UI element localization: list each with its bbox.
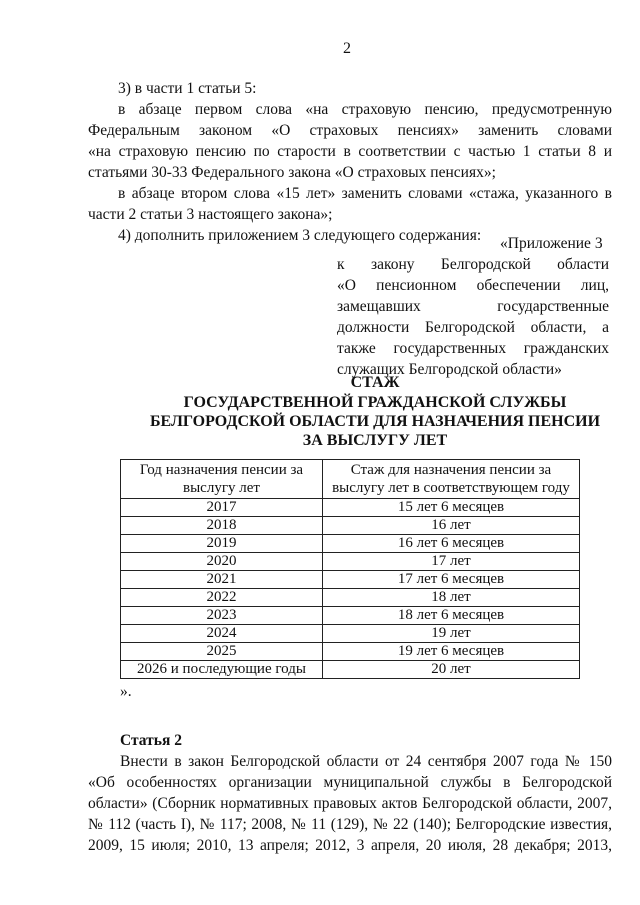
table-row bbox=[121, 571, 580, 589]
table-row bbox=[121, 625, 580, 643]
service-cell: 17 лет 6 месяцев bbox=[322, 571, 579, 589]
table-row bbox=[121, 643, 580, 661]
service-cell: 17 лет bbox=[322, 553, 579, 571]
text-line: 4) дополнить приложением 3 следующего содержания: bbox=[118, 227, 482, 244]
title-line: СТАЖ bbox=[350, 374, 400, 391]
appendix-line: должности Белгородской области, а bbox=[337, 319, 609, 336]
text-line: Внести в закон Белгородской области от 24 сентября 2007 года № 150 bbox=[120, 753, 612, 770]
column-header: Стаж для назначения пенсии за выслугу лет в соответствующем году bbox=[322, 460, 579, 499]
text-line: «на страховую пенсию по старости в соответствии с частью 1 статьи 8 и bbox=[88, 143, 612, 160]
appendix-line: замещавших государственные bbox=[337, 298, 609, 315]
table-row bbox=[121, 553, 580, 571]
service-cell: 16 лет bbox=[322, 517, 579, 535]
service-cell: 19 лет bbox=[322, 625, 579, 643]
title-line: ГОСУДАРСТВЕННОЙ ГРАЖДАНСКОЙ СЛУЖБЫ bbox=[183, 394, 567, 411]
service-cell: 15 лет 6 месяцев bbox=[322, 499, 579, 517]
text-line: «Об особенностях организации муниципальной службы в Белгородской bbox=[88, 774, 612, 791]
appendix-line: служащих Белгородской области» bbox=[337, 361, 562, 378]
text-line: в абзаце первом слова «на страховую пенсию, предусмотренную bbox=[118, 101, 612, 118]
text-line: области» (Сборник нормативных правовых актов Белгородской области, 2007, bbox=[88, 795, 612, 812]
service-cell: 16 лет 6 месяцев bbox=[322, 535, 579, 553]
year-cell: 2022 bbox=[121, 589, 323, 607]
appendix-line: к закону Белгородской области bbox=[337, 256, 609, 273]
text-line: в абзаце втором слова «15 лет» заменить словами «стажа, указанного в bbox=[118, 185, 612, 202]
text-line: Федеральным законом «О страховых пенсиях» заменить словами bbox=[88, 122, 612, 139]
text-line: № 112 (часть I), № 117; 2008, № 11 (129), № 22 (140); Белгородские известия, bbox=[88, 816, 612, 833]
year-cell: 2021 bbox=[121, 571, 323, 589]
table-row bbox=[121, 535, 580, 553]
page-number: 2 bbox=[343, 40, 351, 57]
text-line: статьями 30-33 Федерального закона «О страховых пенсиях»; bbox=[88, 164, 496, 181]
text-line: 2009, 15 июля; 2010, 13 апреля; 2012, 3 апреля, 20 июля, 28 декабря; 2013, bbox=[88, 837, 612, 854]
year-cell: 2023 bbox=[121, 607, 323, 625]
closing-quote: ». bbox=[120, 683, 132, 700]
text-line: части 2 статьи 3 настоящего закона»; bbox=[88, 206, 333, 223]
year-cell: 2020 bbox=[121, 553, 323, 571]
year-cell: 2017 bbox=[121, 499, 323, 517]
table-row bbox=[121, 499, 580, 517]
table-row bbox=[121, 517, 580, 535]
service-cell: 20 лет bbox=[322, 661, 579, 679]
table-row bbox=[121, 589, 580, 607]
year-cell: 2019 bbox=[121, 535, 323, 553]
year-cell: 2025 bbox=[121, 643, 323, 661]
service-cell: 18 лет 6 месяцев bbox=[322, 607, 579, 625]
service-length-table bbox=[120, 459, 580, 679]
service-cell: 18 лет bbox=[322, 589, 579, 607]
year-cell: 2018 bbox=[121, 517, 323, 535]
year-cell: 2026 и последующие годы bbox=[121, 661, 323, 679]
table-row bbox=[121, 661, 580, 679]
article-heading: Статья 2 bbox=[120, 732, 182, 749]
service-cell: 19 лет 6 месяцев bbox=[322, 643, 579, 661]
appendix-title: «Приложение 3 bbox=[500, 235, 603, 252]
title-line: ЗА ВЫСЛУГУ ЛЕТ bbox=[302, 432, 448, 449]
year-cell: 2024 bbox=[121, 625, 323, 643]
column-header: Год назначения пенсии за выслугу лет bbox=[121, 460, 323, 499]
text-line: 3) в части 1 статьи 5: bbox=[118, 80, 257, 97]
table-row bbox=[121, 607, 580, 625]
appendix-line: «О пенсионном обеспечении лиц, bbox=[337, 277, 609, 294]
title-line: БЕЛГОРОДСКОЙ ОБЛАСТИ ДЛЯ НАЗНАЧЕНИЯ ПЕНСИИ bbox=[149, 413, 601, 430]
appendix-line: также государственных гражданских bbox=[337, 340, 609, 357]
table-header-row bbox=[121, 460, 580, 499]
